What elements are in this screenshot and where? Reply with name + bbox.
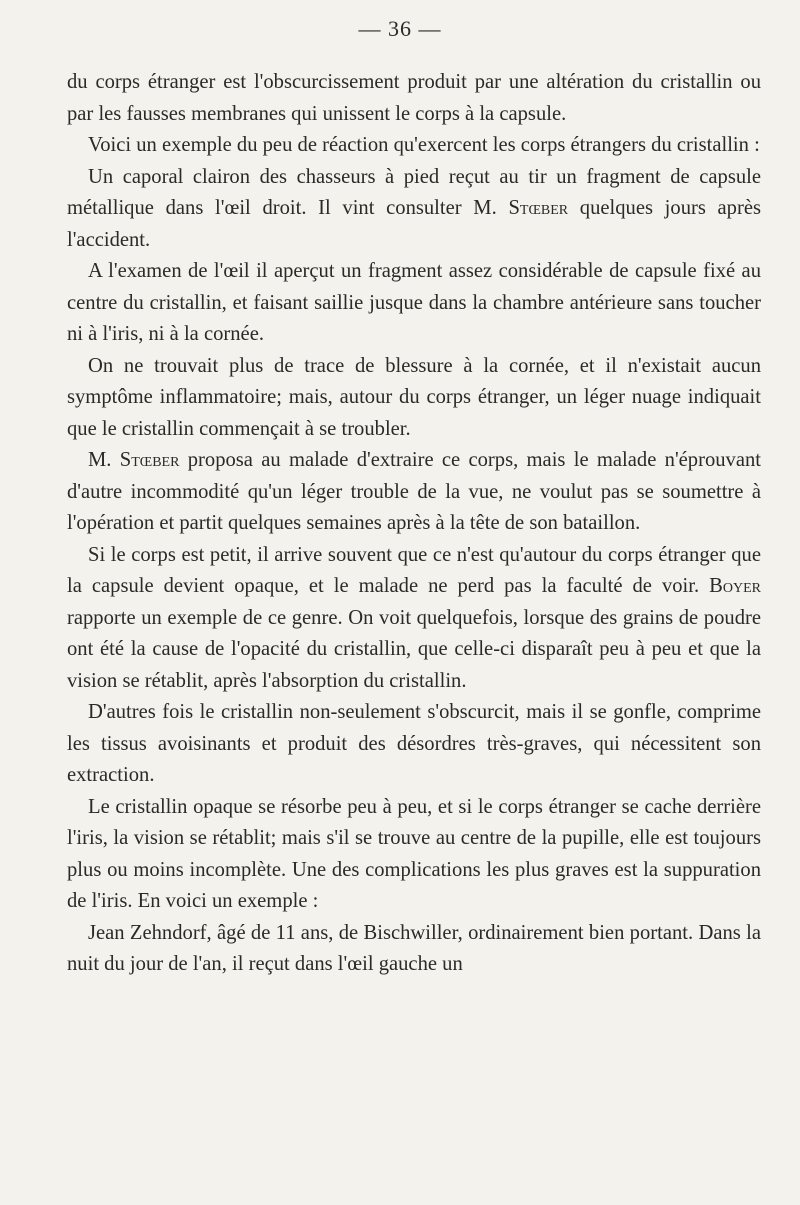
text-run: M. <box>88 449 120 471</box>
paragraph <box>67 540 761 698</box>
author-name: Boyer <box>709 575 761 597</box>
text-run: Jean Zehndorf, âgé de 11 ans, de Bischwiller, ordinairement bien portant. Dans la nuit du jour de l'an, il reçut dans l'œil gauche un <box>67 921 761 975</box>
text-run: On ne trouvait plus de trace de blessure à la cornée, et il n'existait aucun symptôme inflammatoire; mais, autour du corps étranger, un léger nuage indiquait que le cristallin commençait à se troubler. <box>67 354 761 440</box>
text-run: Un caporal clairon des chasseurs à pied reçut au tir un fragment de capsule métallique dans l'œil droit. Il vint consulter M. <box>67 165 761 219</box>
paragraph <box>67 162 761 257</box>
paragraph <box>67 130 761 162</box>
text-run: proposa au malade d'extraire ce corps, mais le malade n'éprouvant d'autre incommodité qu'un léger trouble de la vue, ne voulut pas se soumettre à l'opération et partit quelques semaines après à la tête de son bataillon. <box>67 449 761 534</box>
author-name: Stœber <box>119 449 180 471</box>
paragraph <box>67 351 761 446</box>
text-run: Si le corps est petit, il arrive souvent que ce n'est qu'autour du corps étranger que la capsule devient opaque, et le malade ne perd pas la faculté de voir. <box>67 543 761 597</box>
text-run: Le cristallin opaque se résorbe peu à peu, et si le corps étranger se cache derrière l'iris, la vision se rétablit; mais s'il se trouve au centre de la pupille, elle est toujours plus ou moins incomplète. Une des complications les plus graves est la suppuration de l'iris. En voici un exemple : <box>67 795 761 912</box>
paragraph <box>67 445 761 540</box>
author-name: Stœber <box>508 197 569 219</box>
paragraph <box>67 697 761 792</box>
text-run: D'autres fois le cristallin non-seulement s'obscurcit, mais il se gonfle, comprime les tissus avoisinants et produit des désordres très-graves, qui nécessitent son extraction. <box>67 701 761 786</box>
text-run: du corps étranger est l'obscurcissement produit par une altération du cristallin ou par les fausses membranes qui unissent le corps à la capsule. <box>67 71 761 125</box>
text-run: rapporte un exemple de ce genre. On voit quelquefois, lorsque des grains de poudre ont été la cause de l'opacité du cristallin, que celle-ci disparaît peu à peu et que la vision se rétablit, après l'absorption du cristallin. <box>67 606 761 692</box>
body-text <box>67 67 761 981</box>
text-run: quelques jours après l'accident. <box>67 197 761 251</box>
text-run: Voici un exemple du peu de réaction qu'exercent les corps étrangers du cristallin : <box>88 134 760 156</box>
paragraph <box>67 918 761 981</box>
paragraph <box>67 792 761 918</box>
paragraph <box>67 67 761 130</box>
text-run: A l'examen de l'œil il aperçut un fragment assez considérable de capsule fixé au centre du cristallin, et faisant saillie jusque dans la chambre antérieure sans toucher ni à l'iris, ni à la cornée. <box>67 260 761 345</box>
page-number: — 36 — <box>358 16 442 41</box>
paragraph <box>67 256 761 351</box>
